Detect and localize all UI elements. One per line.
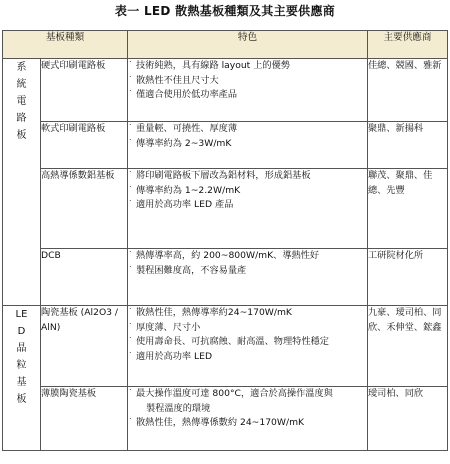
table-row (3, 249, 448, 306)
suppliers-cell: 璦司柏、同欣 (368, 387, 448, 451)
features-cell (128, 169, 368, 249)
suppliers-cell: 佳總、競國、雅新 (368, 59, 448, 122)
feature-item: ˙ 重量輕、可撓性、厚度薄 (128, 123, 238, 134)
suppliers-cell: 聯茂、聚鼎、佳總、先豐 (368, 169, 448, 249)
feature-item: ˙ 散熱性佳，熱傳導率約24~170W/mK (128, 307, 292, 318)
header-suppliers: 主要供應商 (368, 31, 448, 59)
features-cell (128, 306, 368, 387)
features-cell (128, 59, 368, 122)
feature-item: ˙ 傳導率約為 1~2.2W/mK (128, 184, 241, 196)
suppliers-cell: 九豪、璦司柏、同欣、禾伸堂、鋐鑫 (368, 306, 448, 387)
group-label: 系統電路板 (16, 62, 27, 141)
feature-item: ˙ 最大操作溫度可達 800°C，適合於高操作溫度與 (128, 388, 333, 399)
type-cell: 軟式印刷電路板 (41, 122, 128, 169)
feature-item: ˙ 散熱性佳，熱傳導係數約 24~170W/mK (128, 417, 305, 428)
table-row (3, 306, 448, 387)
table-row (3, 122, 448, 169)
feature-item: ˙ 傳導率約為 2~3W/mK (128, 137, 232, 149)
type-cell: 薄膜陶瓷基板 (41, 387, 128, 451)
feature-item: ˙ 散熱性不佳且尺寸大 (128, 74, 219, 86)
type-cell: 陶瓷基板 (Al2O3 / AlN) (41, 306, 128, 387)
table-row (3, 169, 448, 249)
feature-item: ˙ 製程困難度高，不容易量產 (128, 264, 247, 276)
table-title: 表一 LED 散熱基板種類及其主要供應商 (114, 4, 336, 18)
type-cell: DCB (41, 249, 128, 306)
group-label: LED晶粒基板 (15, 309, 28, 405)
group-cell-led (3, 306, 41, 451)
feature-item: ˙ 厚度薄、尺寸小 (128, 321, 201, 333)
feature-item: ˙ 適用於高功率 LED 產品 (128, 199, 234, 210)
supplier-table (2, 30, 448, 451)
table-header-row (3, 31, 448, 59)
feature-item: ˙ 適用於高功率 LED (128, 350, 213, 362)
header-type: 基板種類 (3, 31, 128, 59)
feature-item: ˙ 熱傳導率高，約 200~800W/mK、導熱性好 (128, 250, 320, 261)
table-row (3, 387, 448, 451)
features-cell (128, 122, 368, 169)
features-cell (128, 249, 368, 306)
table-row (3, 59, 448, 122)
feature-item: ˙ 僅適合使用於低功率產品 (128, 89, 238, 100)
feature-item: ˙ 使用壽命長、可抗腐蝕、耐高溫、物理特性穩定 (128, 336, 329, 347)
suppliers-cell: 聚鼎、新揚科 (368, 122, 448, 169)
group-cell-pcb (3, 59, 41, 306)
type-cell: 高熱導係數鋁基板 (41, 169, 128, 249)
type-cell: 硬式印刷電路板 (41, 59, 128, 122)
feature-item: ˙ 將印刷電路板下層改為鋁材料，形成鋁基板 (128, 170, 311, 181)
feature-item: 製程溫度的環境 (146, 402, 211, 414)
header-features: 特色 (128, 31, 368, 59)
feature-item: ˙ 技術純熟，具有線路 layout 上的優勢 (128, 60, 290, 71)
suppliers-cell: 工研院材化所 (368, 249, 448, 306)
features-cell (128, 387, 368, 451)
